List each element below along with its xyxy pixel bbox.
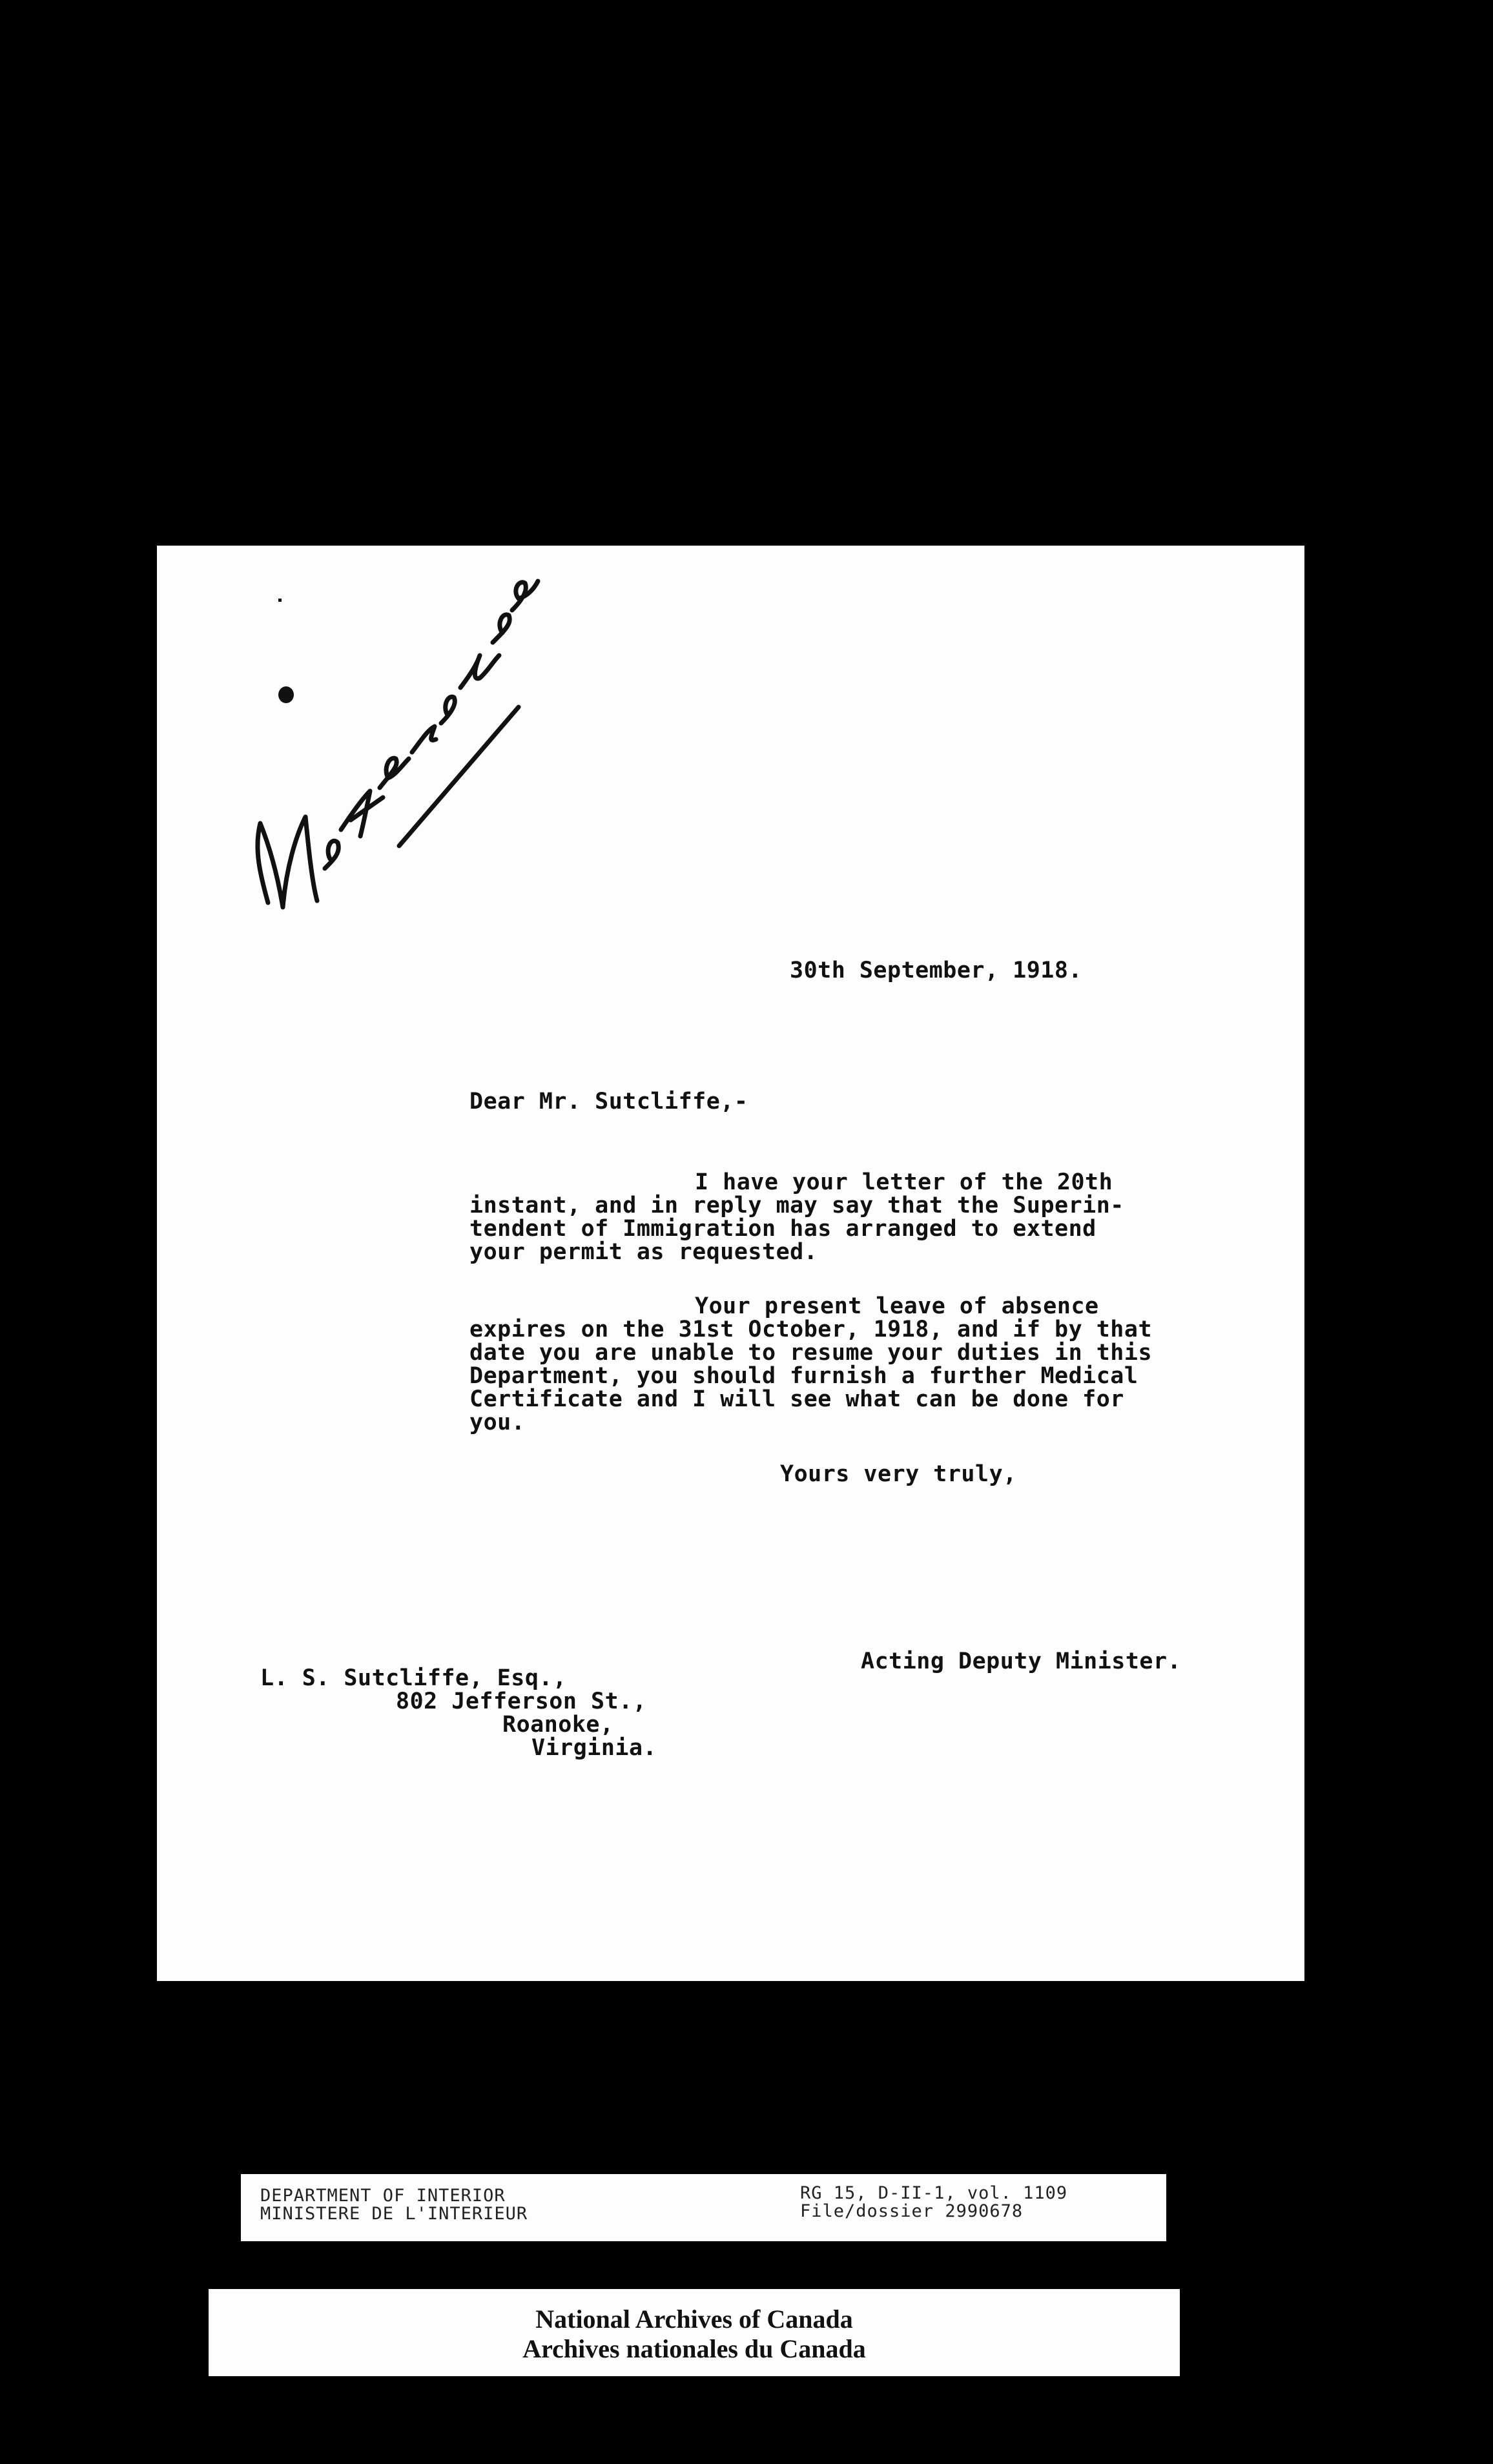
- address-line: Virginia.: [531, 1735, 657, 1761]
- paragraph-1-line: tendent of Immigration has arranged to extend: [469, 1216, 1097, 1242]
- file-number: File/dossier 2990678: [800, 2201, 1024, 2221]
- paragraph-1-line: your permit as requested.: [469, 1239, 818, 1265]
- paragraph-2-line: you.: [469, 1410, 526, 1435]
- closing: Yours very truly,: [780, 1461, 1017, 1487]
- paragraph-1-line: I have your letter of the 20th: [695, 1169, 1113, 1195]
- ink-mark: [278, 599, 282, 602]
- paragraph-1-line: instant, and in reply may say that the Superin-: [469, 1193, 1124, 1218]
- paragraph-2-line: expires on the 31st October, 1918, and if by that: [469, 1317, 1153, 1342]
- paragraph-2-line: Certificate and I will see what can be done for: [469, 1386, 1124, 1412]
- paragraph-2-line: Your present leave of absence: [695, 1293, 1099, 1319]
- address-line: L. S. Sutcliffe, Esq.,: [260, 1665, 567, 1691]
- handwritten-annotation: [234, 565, 596, 965]
- archives-name-en: National Archives of Canada: [535, 2305, 853, 2334]
- paragraph-2-line: Department, you should furnish a further Medical: [469, 1363, 1138, 1389]
- ink-spot: [278, 686, 294, 703]
- paragraph-2-line: date you are unable to resume your duties in this: [469, 1340, 1153, 1366]
- archive-reference-label: [241, 2174, 1166, 2241]
- address-line: 802 Jefferson St.,: [396, 1689, 647, 1714]
- archives-banner: [209, 2289, 1180, 2376]
- salutation: Dear Mr. Sutcliffe,-: [469, 1089, 748, 1114]
- department-en: DEPARTMENT OF INTERIOR: [260, 2186, 506, 2206]
- letter-date: 30th September, 1918.: [790, 958, 1083, 983]
- record-group-reference: RG 15, D-II-1, vol. 1109: [800, 2183, 1068, 2203]
- address-line: Roanoke,: [502, 1712, 614, 1738]
- archives-name-fr: Archives nationales du Canada: [522, 2334, 866, 2363]
- department-fr: MINISTERE DE L'INTERIEUR: [260, 2204, 528, 2224]
- signature-title: Acting Deputy Minister.: [861, 1648, 1182, 1674]
- letter-sheet: [157, 546, 1304, 1981]
